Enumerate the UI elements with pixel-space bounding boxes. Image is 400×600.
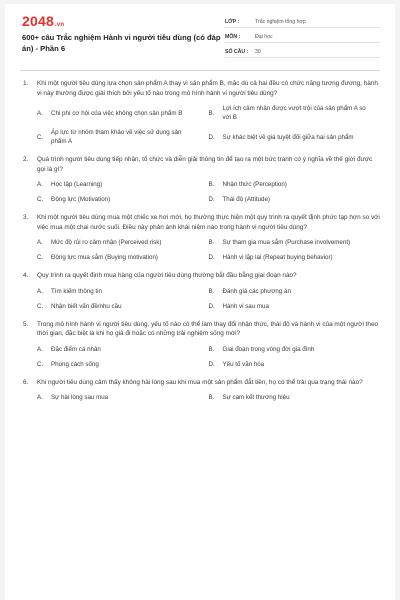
question-item xyxy=(20,155,380,204)
meta-row-count xyxy=(225,44,380,58)
option-a[interactable] xyxy=(37,287,209,296)
option-d[interactable] xyxy=(209,195,381,204)
option-letter: C. xyxy=(37,302,44,310)
meta-value: Đại học xyxy=(255,34,273,40)
question-item xyxy=(20,213,380,262)
meta-label: LỚP : xyxy=(225,19,240,25)
option-a[interactable] xyxy=(37,238,209,247)
option-letter: A. xyxy=(37,394,43,401)
option-text: Sự hài lòng sau mua xyxy=(51,394,109,401)
meta-label: SỐ CÂU : xyxy=(225,49,249,55)
option-letter: B. xyxy=(208,287,215,295)
question-text: Trong mô hình hành vi người tiêu dùng, yếu tố nào có thể làm thay đổi nhận thức, thái độ và hành vi của một người theo thời gian, đặc biệt là khi họ già đi hoặc có những trải nghiệm sống mới? xyxy=(37,320,379,337)
option-letter: D. xyxy=(208,360,215,368)
option-text: Hành vi sau mua xyxy=(222,302,269,310)
question-item xyxy=(20,271,380,311)
question-head xyxy=(20,155,380,174)
option-letter: A. xyxy=(37,345,43,353)
option-text: Động lực mua sắm (Buying motivation) xyxy=(51,254,158,261)
option-text: Nhận biết vấn đề/nhu cầu xyxy=(51,302,122,310)
option-letter: B. xyxy=(208,345,215,353)
question-number: 6. xyxy=(23,378,29,386)
option-grid xyxy=(37,180,380,204)
question-number: 4. xyxy=(23,272,29,279)
option-b[interactable] xyxy=(209,287,381,296)
option-letter: D. xyxy=(208,254,215,261)
option-text: Nhận thức (Perception) xyxy=(222,181,287,188)
option-text: Đặc điểm cá nhân xyxy=(51,345,101,353)
option-letter: A. xyxy=(37,239,43,246)
question-number: 5. xyxy=(23,320,29,328)
question-text: Khi một người tiêu dùng mua một chiếc xe hơi mới, họ thường thực hiện một quy trình ra quyết định phức tạp hơn so với việc mua một chai nước suối. Điều này phản ánh khái niệm nào trong hành vi người tiêu dùng? xyxy=(37,214,380,231)
question-item xyxy=(20,79,380,146)
option-letter: C. xyxy=(37,196,44,203)
question-number: 2. xyxy=(23,156,29,163)
option-text: Sự khác biệt về giá tuyệt đối giữa hai sản phẩm xyxy=(222,133,354,141)
option-d[interactable] xyxy=(209,253,381,262)
option-grid xyxy=(37,238,380,262)
option-grid xyxy=(37,393,380,402)
question-head xyxy=(20,320,380,339)
option-a[interactable] xyxy=(37,393,209,402)
option-b[interactable] xyxy=(209,345,381,354)
option-a[interactable] xyxy=(37,180,209,189)
question-list xyxy=(20,79,380,411)
option-b[interactable] xyxy=(209,104,381,122)
option-letter: A. xyxy=(37,109,43,117)
question-head xyxy=(20,213,380,232)
option-b[interactable] xyxy=(209,180,381,189)
document-title: 600+ câu Trắc nghiệm Hành vi người tiêu dùng (có đáp án) - Phần 6 xyxy=(22,33,221,53)
option-text: Phong cách sống xyxy=(51,360,99,368)
option-a[interactable] xyxy=(37,345,209,354)
document-header xyxy=(5,4,395,62)
header-divider xyxy=(20,70,380,71)
option-text: Giai đoạn trong vòng đời gia đình xyxy=(222,345,315,353)
question-head xyxy=(20,378,380,388)
option-text: Động lực (Motivation) xyxy=(51,196,111,203)
site-logo[interactable] xyxy=(22,13,64,29)
option-d[interactable] xyxy=(209,302,381,311)
option-letter: B. xyxy=(208,239,215,246)
option-a[interactable] xyxy=(37,104,209,122)
option-letter: C. xyxy=(37,360,44,368)
option-letter: D. xyxy=(208,196,215,203)
option-letter: A. xyxy=(37,287,43,295)
question-text: Khi một người tiêu dùng lựa chọn sản phẩm A thay vì sản phẩm B, mặc dù cả hai đều có chức năng tương đương, hành vi này thường được giải thích bởi yếu tố nào trong mô hình hành vi người tiêu dùng? xyxy=(37,80,378,97)
meta-info xyxy=(225,14,380,59)
question-text: Khi người tiêu dùng cảm thấy không hài lòng sau khi mua một sản phẩm đắt tiền, họ có thể trải qua trạng thái nào? xyxy=(37,378,363,386)
option-text: Hành vi lặp lại (Repeat buying behavior) xyxy=(222,254,333,261)
question-number: 3. xyxy=(23,214,29,221)
question-text: Quá trình người tiêu dùng tiếp nhận, tổ chức và diễn giải thông tin để tạo ra một bức tranh có ý nghĩa về thế giới được gọi là gì? xyxy=(37,156,373,173)
option-d[interactable] xyxy=(209,360,381,369)
option-text: Áp lực từ nhóm tham khảo về việc sử dụng sản phẩm A xyxy=(51,129,182,145)
option-letter: C. xyxy=(37,254,44,261)
logo-suffix: .vn xyxy=(54,22,65,28)
question-head xyxy=(20,79,380,98)
meta-value: Trắc nghiệm tổng hợp xyxy=(255,19,306,25)
option-text: Tìm kiếm thông tin xyxy=(51,287,102,295)
meta-label: MÔN : xyxy=(225,34,241,40)
option-letter: B. xyxy=(208,109,215,117)
option-c[interactable] xyxy=(37,360,209,369)
option-c[interactable] xyxy=(37,253,209,262)
option-b[interactable] xyxy=(209,393,381,402)
option-text: Mức độ rủi ro cảm nhận (Perceived risk) xyxy=(51,239,162,246)
question-text: Quy trình ra quyết định mua hàng của người tiêu dùng thường bắt đầu bằng giai đoạn nào? xyxy=(37,272,297,279)
option-text: Thái độ (Attitude) xyxy=(222,196,270,203)
option-text: Sự tham gia mua sắm (Purchase involvement) xyxy=(222,239,351,246)
option-letter: B. xyxy=(208,394,215,401)
meta-row-class xyxy=(225,14,380,28)
question-number: 1. xyxy=(23,80,29,87)
option-letter: A. xyxy=(37,181,43,188)
logo-text: 2048 xyxy=(22,13,54,29)
option-grid xyxy=(37,345,380,369)
question-item xyxy=(20,378,380,403)
option-text: Sự cam kết thương hiệu xyxy=(222,394,290,401)
option-c[interactable] xyxy=(37,302,209,311)
question-item xyxy=(20,320,380,369)
option-text: Yếu tố văn hóa xyxy=(222,360,265,368)
meta-row-subject xyxy=(225,29,380,43)
option-letter: D. xyxy=(208,302,215,310)
option-letter: D. xyxy=(208,133,215,141)
option-d[interactable] xyxy=(209,128,381,146)
option-text: Lợi ích cảm nhận được vượt trội của sản phẩm A so với B xyxy=(222,105,366,121)
option-text: Đánh giá các phương án xyxy=(222,287,291,295)
option-text: Chi phí cơ hội của việc không chọn sản phẩm B xyxy=(51,109,183,117)
option-letter: C. xyxy=(37,133,44,141)
option-letter: B. xyxy=(208,181,215,188)
option-b[interactable] xyxy=(209,238,381,247)
option-text: Học tập (Learning) xyxy=(51,181,103,188)
option-c[interactable] xyxy=(37,195,209,204)
option-grid xyxy=(37,104,380,146)
option-grid xyxy=(37,287,380,311)
question-head xyxy=(20,271,380,281)
option-c[interactable] xyxy=(37,128,209,146)
document-page xyxy=(5,4,395,600)
meta-value: 30 xyxy=(255,49,261,55)
